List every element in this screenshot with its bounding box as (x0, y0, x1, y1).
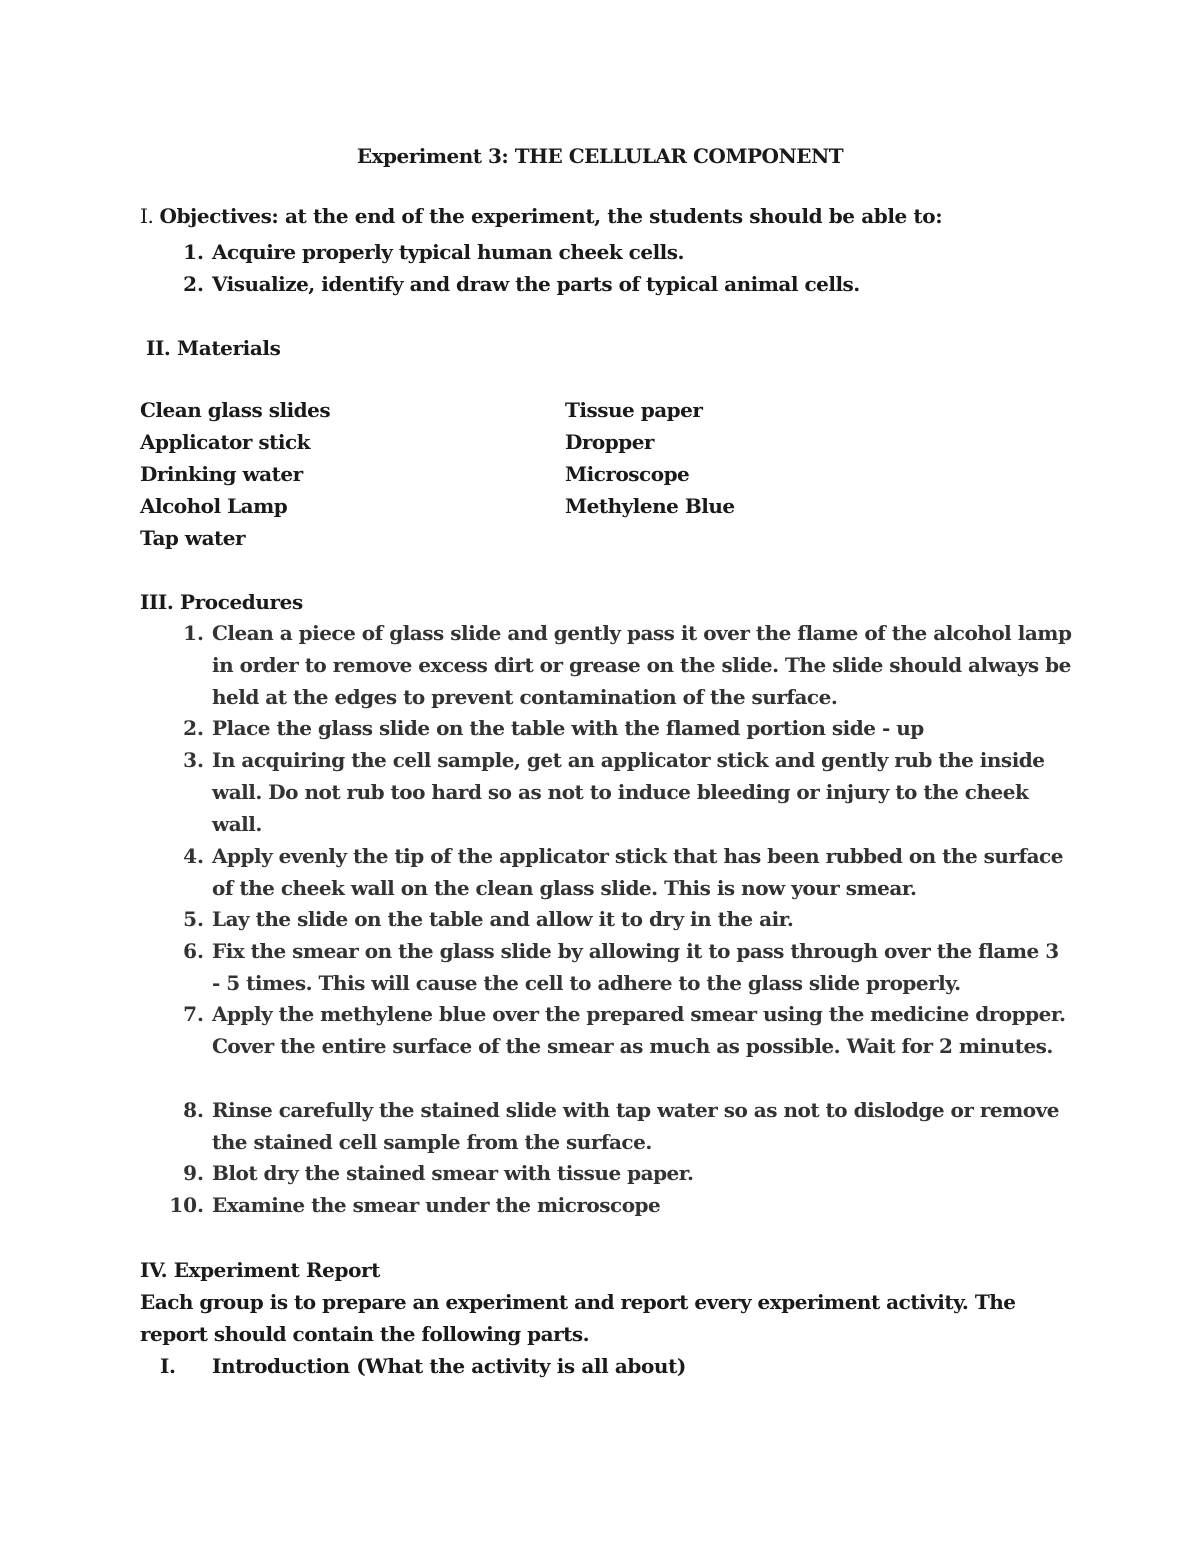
objective-number: 1. (183, 240, 204, 264)
procedure-number: 8. (183, 1098, 204, 1122)
report-item-label: Introduction (212, 1354, 350, 1378)
procedure-step: Examine the smear under the microscope (212, 1193, 661, 1217)
material-item: Applicator stick (140, 430, 311, 454)
procedure-number: 9. (183, 1161, 204, 1185)
procedure-number: 4. (183, 844, 204, 868)
material-item: Tissue paper (565, 398, 703, 422)
procedure-number: 3. (183, 748, 204, 772)
materials-heading: II. Materials (146, 336, 281, 360)
material-item: Tap water (140, 526, 246, 550)
objectives-heading-number: I. (140, 204, 154, 228)
report-item (212, 1350, 686, 1382)
procedure-step: Lay the slide on the table and allow it to dry in the air. (212, 907, 794, 931)
procedure-step: Blot dry the stained smear with tissue paper. (212, 1161, 694, 1185)
procedure-step: Apply the methylene blue over the prepared smear using the medicine dropper. Cover the entire surface of the smear as much as possible. Wait for 2 minutes. (212, 1002, 1066, 1058)
procedure-number: 5. (183, 907, 204, 931)
procedure-step: Place the glass slide on the table with the flamed portion side - up (212, 716, 924, 740)
procedure-step: In acquiring the cell sample, get an applicator stick and gently rub the inside wall. Do not rub too hard so as not to induce bleeding or injury to the cheek wall. (212, 748, 1045, 836)
procedure-number: 6. (183, 939, 204, 963)
material-item: Dropper (565, 430, 654, 454)
material-item: Drinking water (140, 462, 303, 486)
material-item: Alcohol Lamp (140, 494, 288, 518)
material-item: Methylene Blue (565, 494, 735, 518)
objective-item: Acquire properly typical human cheek cells. (212, 240, 684, 264)
procedure-number: 10. (169, 1193, 204, 1217)
procedure-step: Rinse carefully the stained slide with tap water so as not to dislodge or remove the stained cell sample from the surface. (212, 1098, 1059, 1154)
procedure-step: Fix the smear on the glass slide by allowing it to pass through over the flame 3 - 5 times. This will cause the cell to adhere to the glass slide properly. (212, 939, 1059, 995)
page-title: Experiment 3: THE CELLULAR COMPONENT (356, 144, 844, 168)
material-item: Clean glass slides (140, 398, 331, 422)
report-item-number: I. (160, 1354, 176, 1378)
report-body: Each group is to prepare an experiment and report every experiment activity. The report should contain the following parts. (140, 1290, 1016, 1346)
procedure-number: 2. (183, 716, 204, 740)
report-heading: IV. Experiment Report (140, 1258, 380, 1282)
procedure-number: 1. (183, 621, 204, 645)
objectives-heading-line (140, 200, 942, 232)
objective-number: 2. (183, 272, 204, 296)
procedure-number: 7. (183, 1002, 204, 1026)
procedure-step: Apply evenly the tip of the applicator stick that has been rubbed on the surface of the cheek wall on the clean glass slide. This is now your smear. (212, 844, 1063, 900)
procedures-heading: III. Procedures (140, 590, 303, 614)
report-item-description: (What the activity is all about) (349, 1354, 686, 1378)
material-item: Microscope (565, 462, 690, 486)
objectives-heading: Objectives: (159, 204, 279, 228)
objective-item: Visualize, identify and draw the parts of typical animal cells. (212, 272, 860, 296)
procedure-step: Clean a piece of glass slide and gently pass it over the flame of the alcohol lamp in order to remove excess dirt or grease on the slide. The slide should always be held at the edges to prevent contamination of the surface. (212, 621, 1072, 709)
objectives-intro: at the end of the experiment, the students should be able to: (278, 204, 943, 228)
